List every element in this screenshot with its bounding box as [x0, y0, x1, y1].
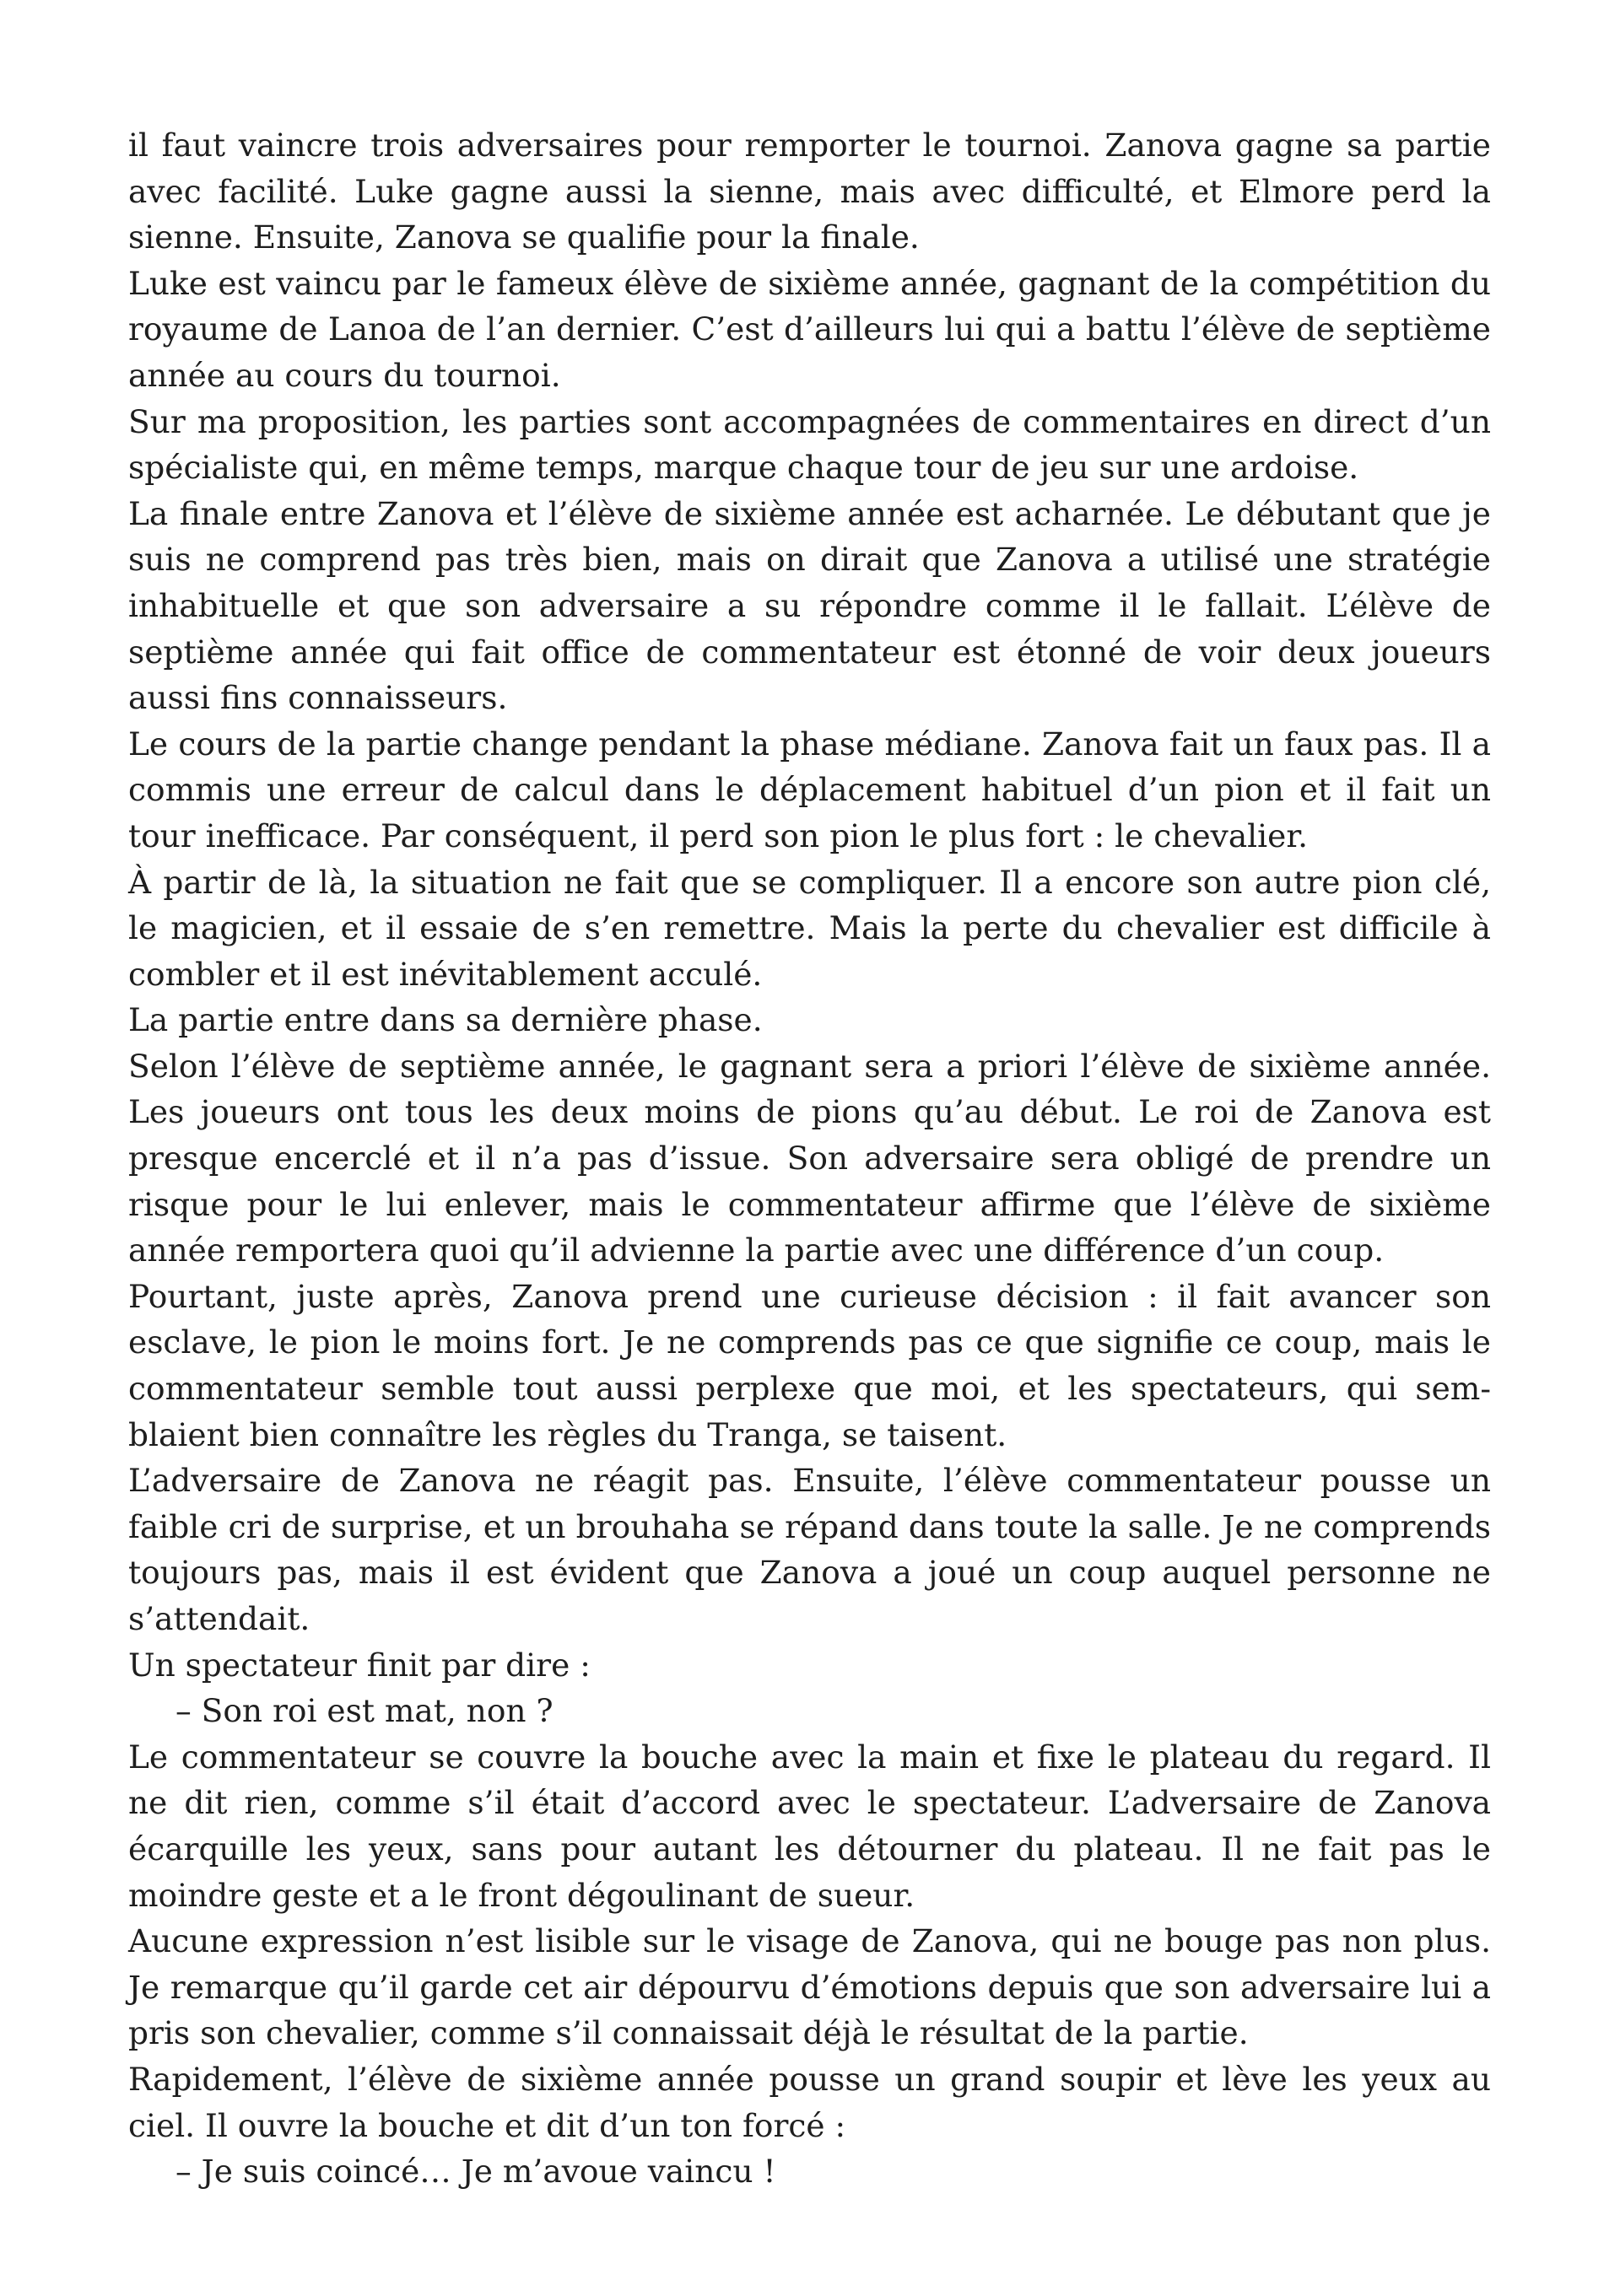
- book-page: [128, 122, 1491, 2195]
- paragraph: La finale entre Zanova et l’élève de sixième année est acharnée. Le débutant que je suis ne comprend pas très bien, mais on dirait que Zanova a utilisé une stratégie inhabituelle et que son adversaire a su répondre comme il le fallait. L’élève de septième année qui fait office de commentateur est étonné de voir deux joueurs aussi fins connaisseurs.: [128, 494, 1491, 717]
- paragraph: L’adversaire de Zanova ne réagit pas. Ensuite, l’élève commentateur pousse un faible cri de surprise, et un brouhaha se répand dans toute la salle. Je ne comprends toujours pas, mais il est évident que Zanova a joué un coup auquel personne ne s’attendait.: [128, 1462, 1491, 1637]
- paragraph: À partir de là, la situation ne fait que se compliquer. Il a encore son autre pion clé, le magicien, et il essaie de s’en remettre. Mais la perte du chevalier est difficile à combler et il est inévitablement acculé.: [128, 863, 1491, 993]
- paragraph: Aucune expression n’est lisible sur le visage de Zanova, qui ne bouge pas non plus. Je remarque qu’il garde cet air dépourvu d’émotions depuis que son adversaire lui a pris son chevalier, comme s’il connaissait déjà le résultat de la partie.: [128, 1922, 1491, 2052]
- paragraph: Selon l’élève de septième année, le gagnant sera a priori l’élève de sixième année. Les joueurs ont tous les deux moins de pions qu’au début. Le roi de Zanova est presque encerclé et il n’a pas d’issue. Son adversaire sera obligé de prendre un risque pour le lui enlever, mais le commentateur affirme que l’élève de sixième année remportera quoi qu’il advienne la partie avec une différence d’un coup.: [128, 1047, 1491, 1269]
- dialogue-line: – Je suis coincé… Je m’avoue vaincu !: [176, 2153, 776, 2191]
- paragraph: il faut vaincre trois adversaires pour remporter le tournoi. Zanova gagne sa partie avec facilité. Luke gagne aussi la sienne, mais avec difficulté, et Elmore perd la sienne. Ensuite, Zanova se qualifie pour la finale.: [128, 127, 1491, 256]
- dialogue-line: – Son roi est mat, non ?: [176, 1692, 554, 1730]
- paragraph: Rapidement, l’élève de sixième année pousse un grand soupir et lève les yeux au ciel. Il ouvre la bouche et dit d’un ton forcé :: [128, 2060, 1491, 2144]
- paragraph: Luke est vaincu par le fameux élève de sixième année, gagnant de la compétition du royaume de Lanoa de l’an dernier. C’est d’ailleurs lui qui a battu l’élève de septième année au cours du tournoi.: [128, 264, 1491, 394]
- paragraph: Le commentateur se couvre la bouche avec la main et fixe le plateau du regard. Il ne dit rien, comme s’il était d’accord avec le spectateur. L’adversaire de Zanova écarquille les yeux, sans pour autant les détourner du plateau. Il ne fait pas le moindre geste et a le front dégoulinant de sueur.: [128, 1738, 1491, 1914]
- paragraph: Un spectateur finit par dire :: [128, 1646, 591, 1684]
- paragraph: Sur ma proposition, les parties sont accompagnées de commentaires en direct d’un spécialiste qui, en même temps, marque chaque tour de jeu sur une ardoise.: [128, 402, 1491, 487]
- paragraph: La partie entre dans sa dernière phase.: [128, 1001, 763, 1039]
- paragraph: Pourtant, juste après, Zanova prend une curieuse décision : il fait avancer son esclave, le pion le moins fort. Je ne comprends pas ce que signifie ce coup, mais le commentateur semble tout aussi perplexe que moi, et les spectateurs, qui semblaient bien connaître les règles du Tranga, se taisent.: [128, 1277, 1491, 1453]
- paragraph: Le cours de la partie change pendant la phase médiane. Zanova fait un faux pas. Il a commis une erreur de calcul dans le déplacement habituel d’un pion et il fait un tour inefficace. Par conséquent, il perd son pion le plus fort : le chevalier.: [128, 725, 1491, 854]
